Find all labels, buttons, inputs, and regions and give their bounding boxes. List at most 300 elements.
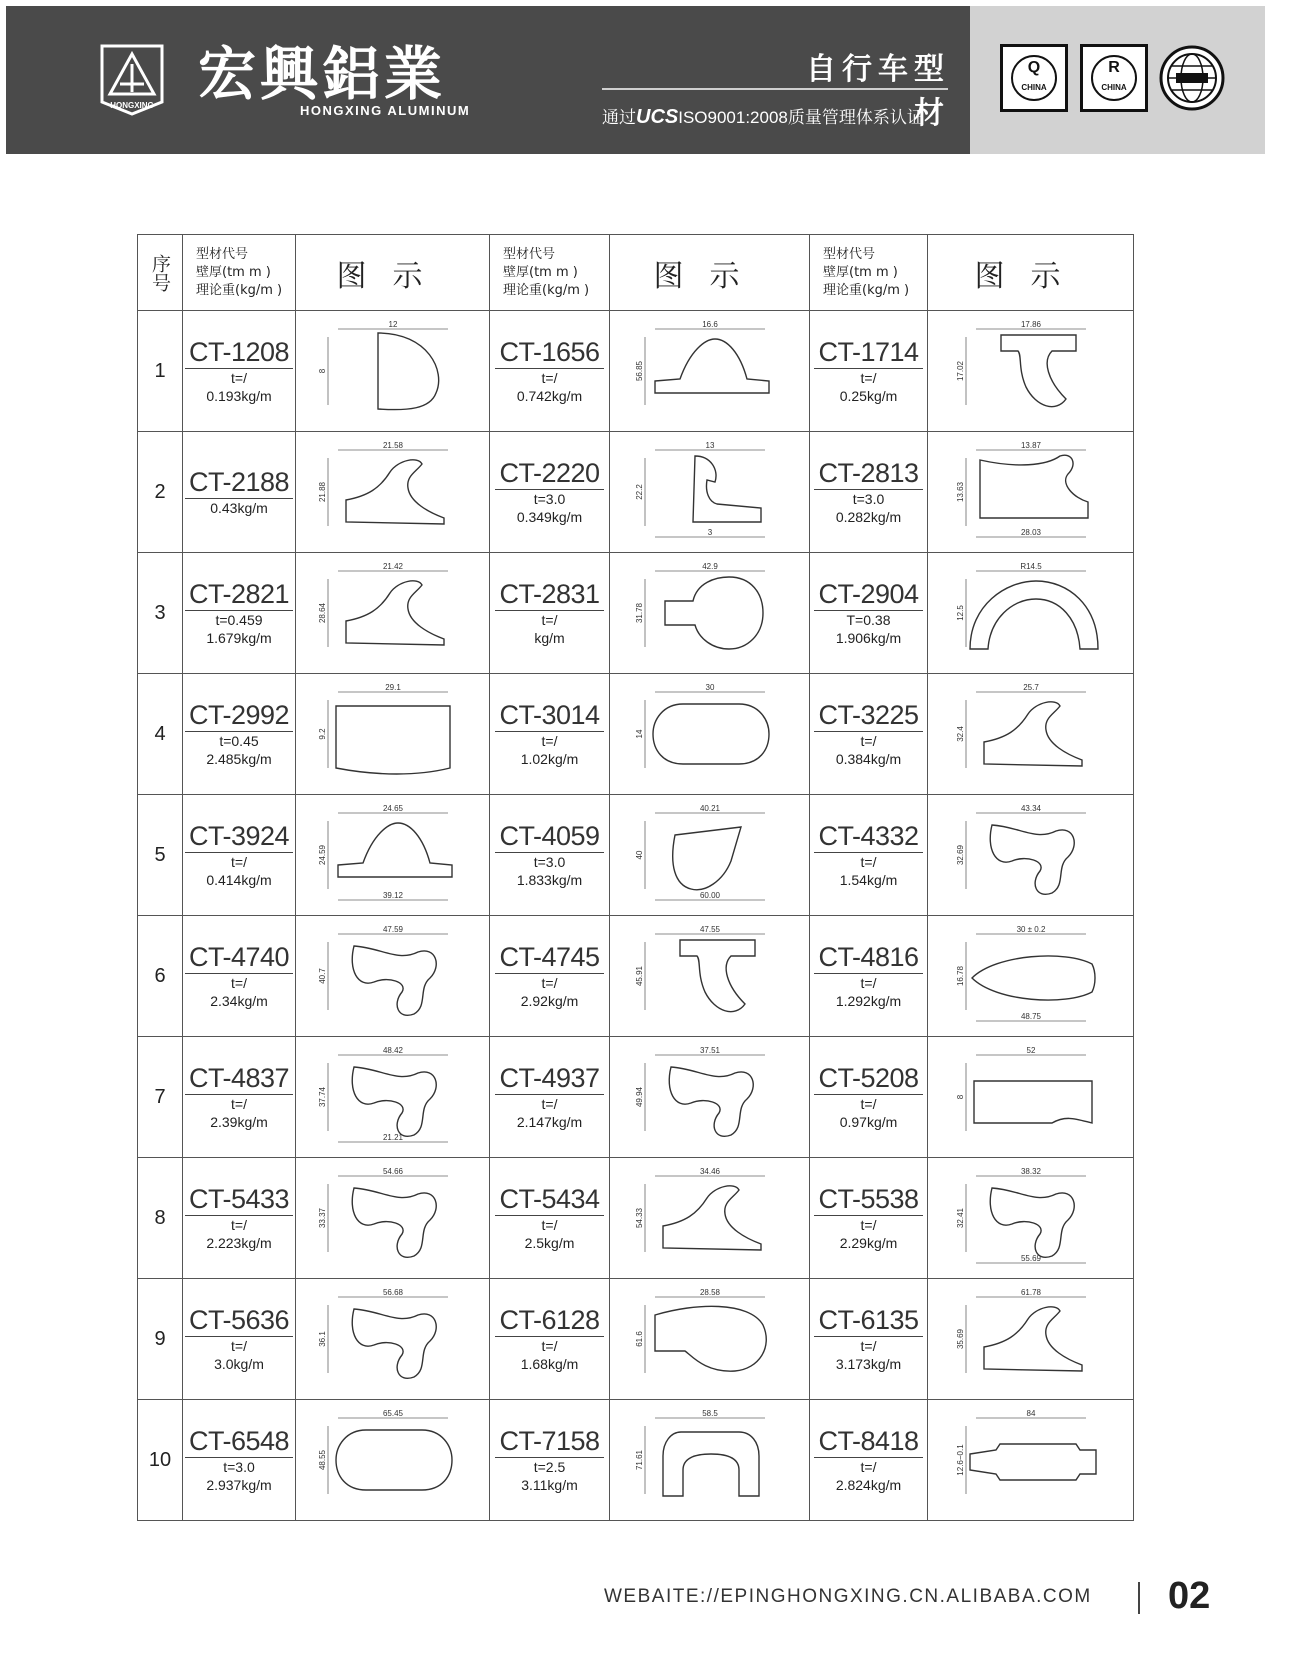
spec-line: t=3.0	[533, 491, 566, 507]
profile-wave-drawing-icon	[318, 563, 468, 663]
profile-spec-cell	[183, 553, 296, 674]
profile-code: CT-8418	[814, 1426, 922, 1458]
profile-spec-cell	[810, 1037, 928, 1158]
profile-drawing-cell	[610, 1158, 810, 1279]
profile-outline	[663, 1186, 761, 1250]
cert-suffix: ISO9001:2008质量管理体系认证	[678, 108, 924, 127]
profile-outline	[970, 581, 1098, 649]
profile-code: CT-4059	[495, 821, 603, 853]
dimension-label: 21.21	[382, 1133, 403, 1142]
dimension-label: 16.78	[955, 965, 965, 987]
profile-code: CT-2992	[185, 700, 293, 732]
profile-clamp-drawing-icon	[635, 563, 785, 663]
profile-spec-cell	[810, 1158, 928, 1279]
profile-wave-drawing-icon	[956, 1289, 1106, 1389]
profile-code: CT-3924	[185, 821, 293, 853]
profile-spec-cell	[490, 1279, 610, 1400]
profile-spec-cell	[183, 1279, 296, 1400]
profile-outline	[338, 823, 452, 877]
profile-dome-drawing-icon	[318, 321, 468, 421]
profile-outline	[970, 1444, 1096, 1480]
dimension-label: 29.1	[384, 684, 401, 692]
profile-code: CT-2813	[814, 458, 922, 490]
profile-outline	[655, 1306, 766, 1371]
profile-wave-drawing-icon	[318, 442, 468, 542]
profile-drawing-cell	[928, 1037, 1134, 1158]
profile-code: CT-6128	[495, 1305, 603, 1337]
dimension-label: 42.9	[701, 563, 718, 571]
dimension-label: 32.4	[955, 726, 965, 742]
spec-line: t=3.0	[533, 854, 566, 870]
profile-blob-drawing-icon	[956, 1168, 1106, 1268]
header-code-line: 理论重(kg/m )	[823, 282, 910, 298]
certification-text	[602, 103, 948, 129]
spec-line: t=/	[541, 733, 558, 749]
spec-line: t=/	[231, 975, 247, 991]
profile-outline	[346, 581, 444, 645]
profile-outline	[352, 946, 436, 1015]
profile-drawing-cell	[610, 1400, 810, 1521]
dimension-label: 49.94	[634, 1086, 644, 1108]
dimension-label: 36.1	[317, 1331, 327, 1347]
profile-outline	[352, 1188, 436, 1257]
spec-line: 3.11kg/m	[521, 1477, 578, 1493]
table-row	[138, 432, 1134, 553]
dimension-label: 43.34	[1020, 805, 1041, 813]
dimension-label: 30	[705, 684, 714, 692]
profile-spec-cell	[810, 553, 928, 674]
spec-line: 2.92kg/m	[520, 993, 579, 1009]
dimension-label: 61.6	[634, 1331, 644, 1347]
spec-line: 0.414kg/m	[206, 872, 272, 888]
spec-line: 2.937kg/m	[206, 1477, 272, 1493]
spec-line: 2.39kg/m	[210, 1114, 268, 1130]
spec-line: 0.742kg/m	[516, 388, 583, 404]
profile-code: CT-4332	[814, 821, 922, 853]
row-index: 4	[138, 674, 183, 795]
badge-letter: Q	[1027, 59, 1041, 76]
profile-code: CT-4745	[495, 942, 603, 974]
profile-spec-cell	[810, 432, 928, 553]
profile-outline	[980, 455, 1088, 518]
profile-code: CT-1208	[185, 337, 293, 369]
header-code	[183, 235, 296, 311]
profile-code: CT-5208	[814, 1063, 922, 1095]
profile-blob-drawing-icon	[956, 805, 1106, 905]
profile-code: CT-4937	[495, 1063, 603, 1095]
profile-drop-drawing-icon	[635, 1289, 785, 1389]
profile-drawing-cell	[296, 1158, 490, 1279]
profile-drawing-cell	[610, 432, 810, 553]
dimension-label: 60.00	[699, 891, 720, 900]
profile-spec-cell	[810, 1400, 928, 1521]
profile-oval-drawing-icon	[318, 1410, 468, 1510]
profile-outline	[663, 1432, 759, 1496]
dimension-label: R14.5	[1019, 563, 1042, 571]
profile-blob-drawing-icon	[318, 1047, 468, 1147]
profile-spec-cell	[490, 553, 610, 674]
profile-outline	[984, 1307, 1082, 1371]
dimension-label: 28.58	[699, 1289, 720, 1297]
spec-line: 2.223kg/m	[206, 1235, 272, 1251]
profile-spec-table	[137, 234, 1134, 1521]
profile-arch-drawing-icon	[635, 321, 785, 421]
profile-spec-cell	[490, 1037, 610, 1158]
dimension-label: 24.59	[317, 844, 327, 866]
profile-code: CT-4816	[814, 942, 922, 974]
profile-wave-drawing-icon	[956, 684, 1106, 784]
dimension-label: 48.42	[382, 1047, 403, 1055]
profile-outline	[974, 1081, 1092, 1123]
profile-strip-drawing-icon	[956, 1047, 1106, 1147]
profile-spec-cell	[490, 1158, 610, 1279]
spec-line: 1.906kg/m	[835, 630, 902, 646]
header-figure: 图示	[928, 235, 1134, 311]
spec-line: t=0.459	[215, 612, 263, 628]
dimension-label: 21.42	[382, 563, 403, 571]
profile-drawing-cell	[928, 311, 1134, 432]
profile-drawing-cell	[610, 553, 810, 674]
dimension-label: 17.86	[1020, 321, 1041, 329]
profile-blob-drawing-icon	[318, 1168, 468, 1268]
spec-line: 1.68kg/m	[520, 1356, 579, 1372]
profile-drawing-cell	[296, 1400, 490, 1521]
dimension-label: 55.69	[1020, 1254, 1041, 1263]
profile-spec-cell	[810, 674, 928, 795]
profile-code: CT-4740	[185, 942, 293, 974]
footer-website: WEBAITE://EPINGHONGXING.CN.ALIBABA.COM	[604, 1586, 1092, 1607]
spec-line: t=/	[860, 1338, 877, 1354]
spec-line: 0.349kg/m	[516, 509, 583, 525]
dimension-label: 8	[955, 1094, 965, 1100]
badge-sub: CHINA	[1101, 83, 1127, 92]
profile-code: CT-5538	[814, 1184, 922, 1216]
profile-outline	[653, 704, 769, 764]
dimension-label: 13.87	[1020, 442, 1041, 450]
row-index: 6	[138, 916, 183, 1037]
dimension-label: 40	[634, 850, 644, 860]
dimension-label: 48.75	[1020, 1012, 1041, 1021]
spec-line: t=0.45	[219, 733, 259, 749]
dimension-label: 9.2	[317, 728, 327, 740]
dimension-label: 30 ± 0.2	[1016, 926, 1045, 934]
dimension-label: 37.51	[699, 1047, 720, 1055]
header-code-line: 理论重(kg/m )	[196, 282, 283, 298]
badge-letter: R	[1108, 59, 1120, 76]
profile-outline	[972, 956, 1095, 1000]
profile-drawing-cell	[296, 432, 490, 553]
profile-spec-cell	[490, 1400, 610, 1521]
profile-code: CT-1714	[814, 337, 922, 369]
spec-line: t=/	[541, 1096, 558, 1112]
profile-spec-cell	[490, 674, 610, 795]
profile-lens-drawing-icon	[956, 926, 1106, 1026]
dimension-label: 12	[388, 321, 397, 329]
dimension-label: 56.68	[382, 1289, 403, 1297]
dimension-label: 84	[1026, 1410, 1035, 1418]
dimension-label: 58.5	[701, 1410, 718, 1418]
profile-outline	[984, 702, 1082, 766]
spec-line: 2.29kg/m	[839, 1235, 898, 1251]
profile-drawing-cell	[296, 795, 490, 916]
dimension-label: 32.41	[955, 1207, 965, 1229]
table-row	[138, 795, 1134, 916]
spec-line: t=/	[541, 1338, 558, 1354]
row-index: 7	[138, 1037, 183, 1158]
dimension-label: 54.66	[382, 1168, 403, 1176]
profile-drawing-cell	[296, 1279, 490, 1400]
profile-outline	[336, 706, 450, 774]
spec-line: 1.679kg/m	[206, 630, 272, 646]
profile-spec-cell	[183, 1037, 296, 1158]
spec-line: 1.54kg/m	[839, 872, 898, 888]
spec-line: 3.173kg/m	[835, 1356, 902, 1372]
spec-line: t=/	[231, 1096, 247, 1112]
spec-line: t=/	[231, 1217, 247, 1233]
dimension-label: 56.85	[634, 360, 644, 382]
profile-drawing-cell	[296, 553, 490, 674]
profile-code: CT-5636	[185, 1305, 293, 1337]
catalog-title: 自行车型材	[806, 52, 950, 131]
dimension-label: 13.63	[955, 481, 965, 503]
profile-spec-cell	[810, 311, 928, 432]
table-row	[138, 1279, 1134, 1400]
profile-code: CT-2831	[495, 579, 603, 611]
spec-line: 0.193kg/m	[206, 388, 272, 404]
profile-drawing-cell	[610, 795, 810, 916]
profile-blob-drawing-icon	[318, 926, 468, 1026]
spec-line: 3.0kg/m	[214, 1356, 264, 1372]
dimension-label: 12.5	[955, 605, 965, 621]
profile-outline	[336, 1430, 452, 1490]
profile-fender-drawing-icon	[956, 563, 1106, 663]
profile-oval-drawing-icon	[635, 684, 785, 784]
spec-line: 2.5kg/m	[524, 1235, 575, 1251]
table-row	[138, 553, 1134, 674]
brand-name-en: HONGXING ALUMINUM	[300, 103, 471, 118]
header-figure: 图示	[610, 235, 810, 311]
profile-spec-cell	[183, 1158, 296, 1279]
profile-spec-cell	[810, 795, 928, 916]
table-row	[138, 311, 1134, 432]
dimension-label: 3	[707, 528, 712, 537]
globe-cert-icon	[1158, 44, 1226, 112]
table-row	[138, 1400, 1134, 1521]
r-china-badge-icon	[1080, 44, 1148, 112]
spec-line: t=/	[541, 1217, 558, 1233]
profile-drawing-cell	[610, 916, 810, 1037]
spec-line: t=/	[231, 1338, 247, 1354]
dimension-label: 34.46	[699, 1168, 720, 1176]
profile-code: CT-6548	[185, 1426, 293, 1458]
row-index: 5	[138, 795, 183, 916]
spec-line: t=/	[860, 975, 877, 991]
profile-code: CT-2821	[185, 579, 293, 611]
profile-spec-cell	[183, 916, 296, 1037]
dimension-label: 52	[1026, 1047, 1035, 1055]
profile-code: CT-4837	[185, 1063, 293, 1095]
dimension-label: 13	[705, 442, 714, 450]
table-row	[138, 1158, 1134, 1279]
page-number: 02	[1168, 1575, 1211, 1617]
profile-code: CT-6135	[814, 1305, 922, 1337]
spec-line: t=/	[541, 975, 558, 991]
title-divider	[602, 88, 948, 90]
profile-spec-cell	[183, 311, 296, 432]
profile-spec-cell	[183, 674, 296, 795]
dimension-label: 17.02	[955, 360, 965, 382]
dimension-label: 47.55	[699, 926, 720, 934]
dimension-label: 61.78	[1020, 1289, 1041, 1297]
header-code-line: 理论重(kg/m )	[503, 282, 590, 298]
dimension-label: 28.64	[317, 602, 327, 624]
spec-line: t=/	[541, 370, 558, 386]
header-figure: 图示	[296, 235, 490, 311]
profile-rod-drawing-icon	[956, 1410, 1106, 1510]
profile-outline	[346, 460, 444, 524]
dimension-label: 28.03	[1020, 528, 1041, 537]
dimension-label: 39.12	[382, 891, 403, 900]
profile-drawing-cell	[928, 795, 1134, 916]
dimension-label: 35.69	[955, 1328, 965, 1350]
profile-code: CT-5434	[495, 1184, 603, 1216]
spec-line: 0.25kg/m	[839, 388, 898, 404]
spec-line: t=/	[541, 612, 558, 628]
spec-line: 2.147kg/m	[516, 1114, 583, 1130]
spec-line: t=2.5	[533, 1459, 566, 1475]
header-code-line: 型材代号	[196, 246, 249, 262]
header-code	[810, 235, 928, 311]
profile-hook-drawing-icon	[635, 926, 785, 1026]
spec-line: kg/m	[534, 630, 565, 646]
profile-drawing-cell	[296, 916, 490, 1037]
row-index: 9	[138, 1279, 183, 1400]
profile-outline	[990, 1188, 1074, 1257]
profile-drawing-cell	[928, 1400, 1134, 1521]
profile-drawing-cell	[928, 1279, 1134, 1400]
profile-drawing-cell	[296, 311, 490, 432]
dimension-label: 24.65	[382, 805, 403, 813]
profile-channel-drawing-icon	[956, 442, 1106, 542]
profile-tray-drawing-icon	[318, 684, 468, 784]
profile-spec-cell	[490, 432, 610, 553]
footer-divider	[1138, 1582, 1140, 1614]
dimension-label: 16.6	[701, 321, 718, 329]
spec-line: 0.384kg/m	[835, 751, 902, 767]
profile-drawing-cell	[296, 674, 490, 795]
profile-drawing-cell	[610, 311, 810, 432]
spec-line: 2.485kg/m	[206, 751, 272, 767]
dimension-label: 14	[634, 729, 644, 739]
dimension-label: 12.6−0.1	[955, 1444, 965, 1476]
spec-line: t=/	[860, 1217, 877, 1233]
dimension-label: 21.58	[382, 442, 403, 450]
profile-outline	[669, 1067, 753, 1136]
profile-horseshoe-drawing-icon	[635, 1410, 785, 1510]
table-row	[138, 674, 1134, 795]
profile-tri-drawing-icon	[635, 805, 785, 905]
spec-line: 0.97kg/m	[839, 1114, 898, 1130]
dimension-label: 40.21	[699, 805, 720, 813]
row-index: 1	[138, 311, 183, 432]
dimension-label: 32.69	[955, 844, 965, 866]
profile-drawing-cell	[928, 916, 1134, 1037]
dimension-label: 33.37	[317, 1207, 327, 1229]
profile-code: CT-3225	[814, 700, 922, 732]
header-code-line: 壁厚(tm m )	[823, 264, 898, 280]
profile-spec-cell	[490, 916, 610, 1037]
profile-code: CT-5433	[185, 1184, 293, 1216]
spec-line: 0.43kg/m	[210, 500, 268, 516]
profile-blob-drawing-icon	[635, 1047, 785, 1147]
spec-line: t=3.0	[852, 491, 885, 507]
spec-line: t=/	[860, 370, 877, 386]
profile-code: CT-1656	[495, 337, 603, 369]
row-index: 10	[138, 1400, 183, 1521]
table-row	[138, 1037, 1134, 1158]
profile-drawing-cell	[610, 1037, 810, 1158]
spec-line: 0.282kg/m	[835, 509, 902, 525]
profile-spec-cell	[183, 432, 296, 553]
dimension-label: 54.33	[634, 1207, 644, 1229]
profile-spec-cell	[810, 916, 928, 1037]
dimension-label: 37.74	[317, 1086, 327, 1108]
profile-outline	[693, 456, 761, 522]
header-code	[490, 235, 610, 311]
dimension-label: 22.2	[634, 484, 644, 500]
dimension-label: 31.78	[634, 602, 644, 624]
profile-code: CT-7158	[495, 1426, 603, 1458]
profile-arch-drawing-icon	[318, 805, 468, 905]
dimension-label: 71.61	[634, 1449, 644, 1471]
dimension-label: 38.32	[1020, 1168, 1041, 1176]
row-index: 3	[138, 553, 183, 674]
ucs-logo: UCS	[636, 106, 679, 128]
profile-outline	[655, 339, 769, 393]
profile-code: CT-3014	[495, 700, 603, 732]
row-index: 2	[138, 432, 183, 553]
spec-line: 1.292kg/m	[835, 993, 902, 1009]
profile-spec-cell	[183, 1400, 296, 1521]
header-index: 序号	[138, 235, 183, 311]
header-code-line: 壁厚(tm m )	[503, 264, 578, 280]
profile-outline	[1001, 335, 1076, 407]
dimension-label: 47.59	[382, 926, 403, 934]
spec-line: 1.02kg/m	[520, 751, 579, 767]
spec-line: t=/	[860, 1096, 877, 1112]
spec-line: t=/	[231, 854, 247, 870]
spec-line: t=/	[860, 1459, 877, 1475]
profile-spec-cell	[490, 795, 610, 916]
profile-outline	[352, 1067, 436, 1136]
spec-line: T=0.38	[846, 612, 891, 628]
dimension-label: 21.88	[317, 481, 327, 503]
spec-line: t=3.0	[223, 1459, 255, 1475]
profile-code: CT-2904	[814, 579, 922, 611]
spec-line: t=/	[231, 370, 247, 386]
table-body	[138, 311, 1134, 1521]
badge-sub: CHINA	[1021, 83, 1047, 92]
hongxing-logo-icon	[98, 44, 166, 116]
profile-outline	[352, 1309, 436, 1378]
spec-line: 2.34kg/m	[210, 993, 268, 1009]
profile-drawing-cell	[928, 553, 1134, 674]
spec-line: 1.833kg/m	[516, 872, 583, 888]
profile-drawing-cell	[928, 674, 1134, 795]
profile-outline	[665, 577, 763, 649]
dimension-label: 48.55	[317, 1449, 327, 1471]
profile-spec-cell	[810, 1279, 928, 1400]
